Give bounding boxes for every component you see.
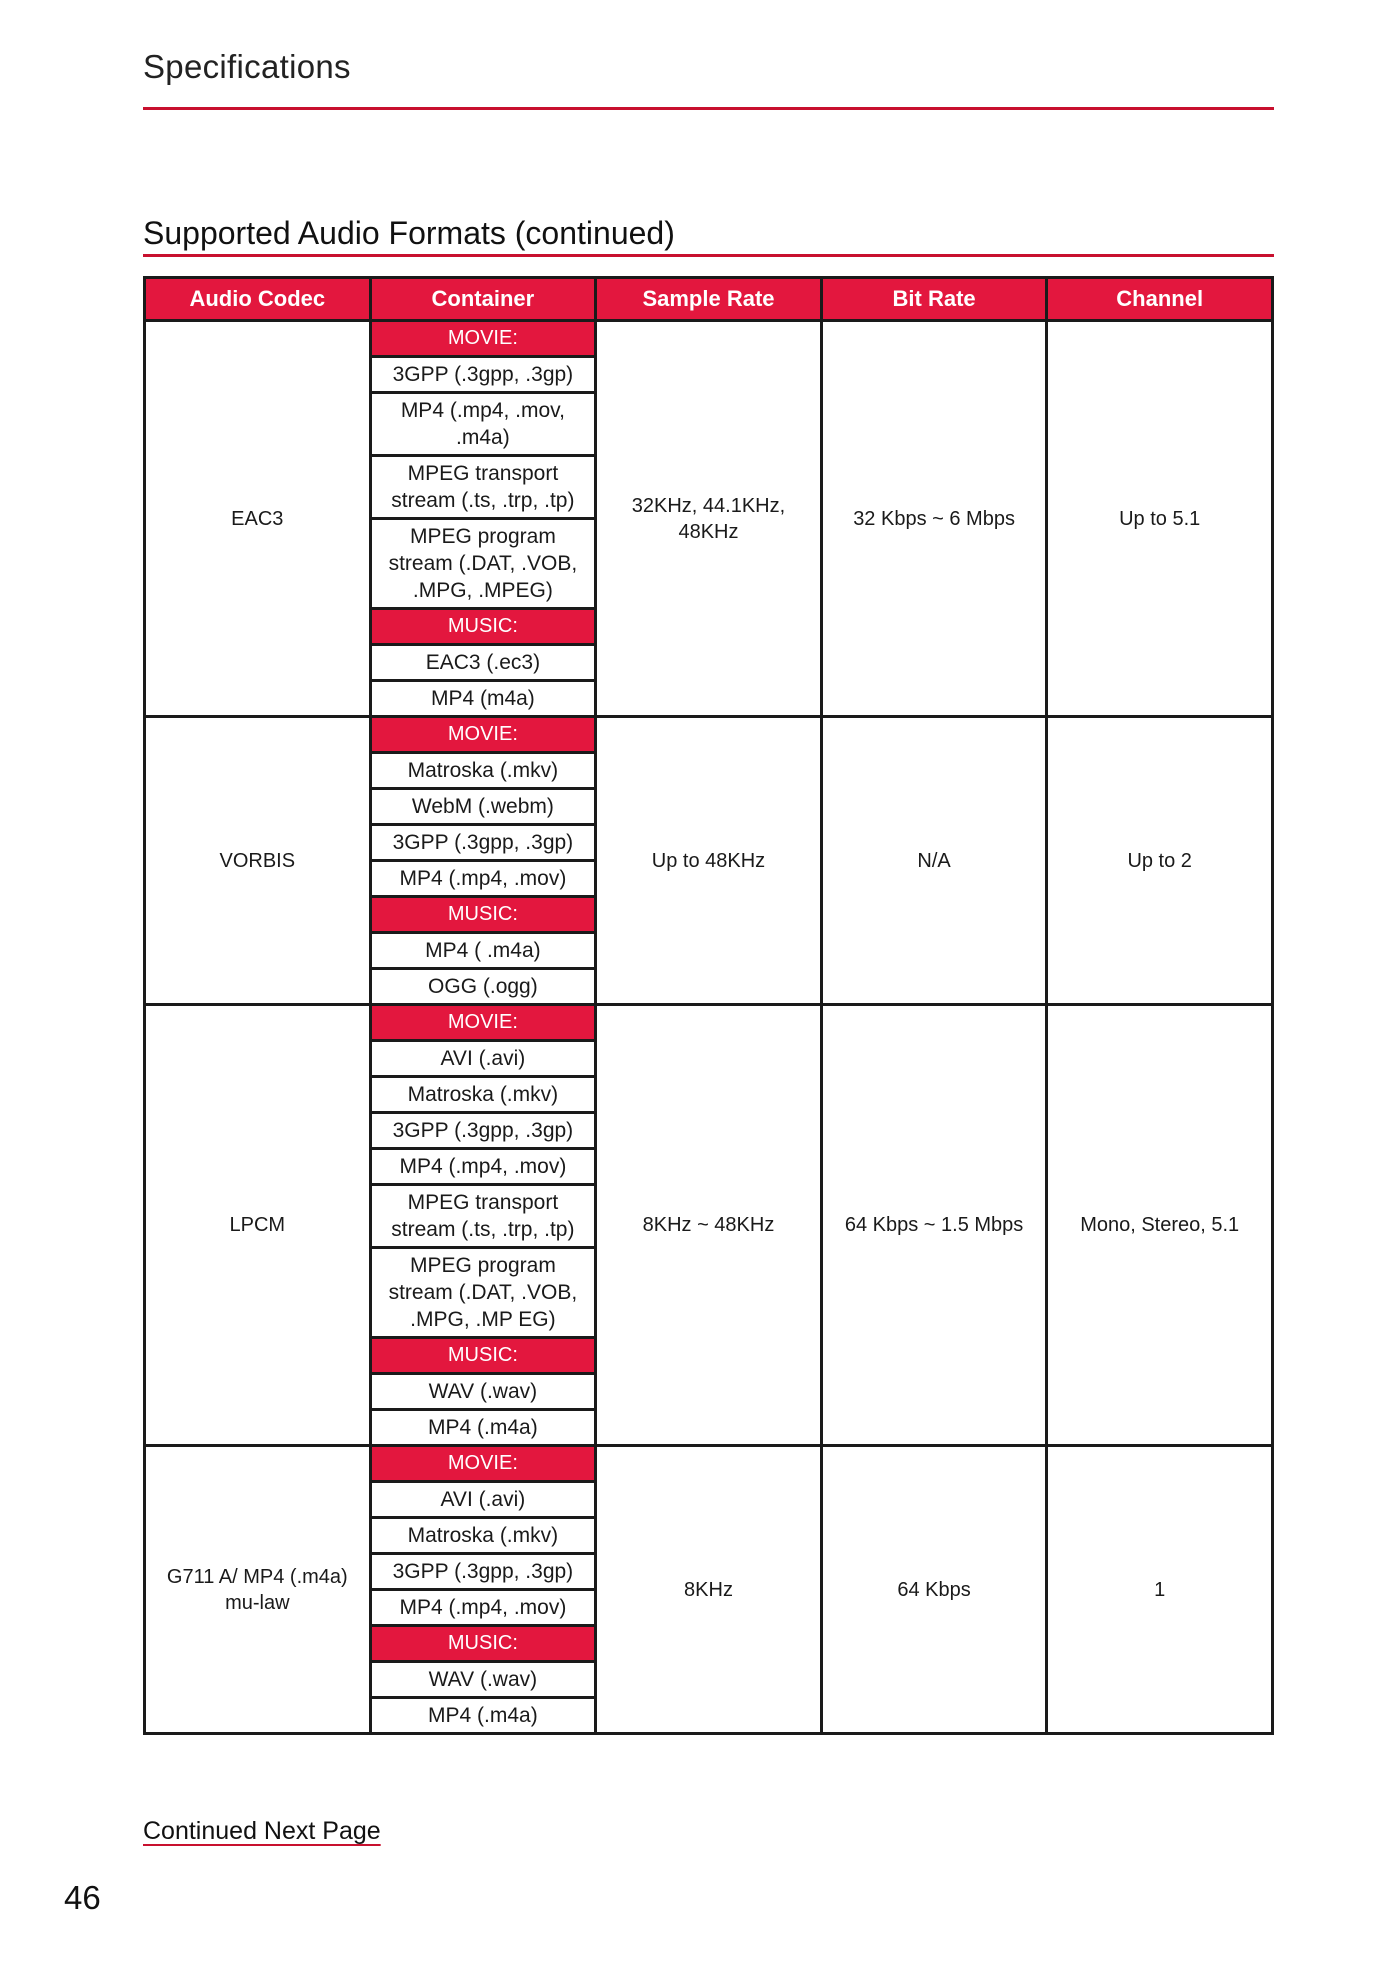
section-title: Supported Audio Formats (continued) [143,215,675,251]
audio-formats-table [143,276,1274,1735]
container-format: OGG (.ogg) [428,975,538,998]
cell-sample-rate: Up to 48KHz [596,717,822,1005]
container-format: AVI (.avi) [372,1483,595,1519]
container-format: MPEG program stream (.DAT, .VOB, .MPG, .MPEG) [372,520,595,610]
container-format: 3GPP (.3gpp, .3gp) [372,1114,595,1150]
table-row [145,717,1273,1005]
container-list [372,1447,595,1732]
container-list [372,322,595,715]
continued-next-page-link[interactable]: Continued Next Page [143,1817,381,1845]
cell-containers [370,1446,596,1734]
container-format: WAV (.wav) [372,1663,595,1699]
container-format: MP4 (.m4a) [428,1416,538,1439]
cell-bit-rate: 64 Kbps [821,1446,1047,1734]
table-row [145,1005,1273,1446]
container-format: MP4 (.mp4, .mov) [372,1591,595,1627]
container-category-label: MOVIE: [372,718,595,754]
container-format: MP4 ( .m4a) [372,934,595,970]
container-format: 3GPP (.3gpp, .3gp) [372,1555,595,1591]
cell-containers [370,1005,596,1446]
container-format: MPEG program stream (.DAT, .VOB, .MPG, .MP EG) [372,1249,595,1339]
container-format: MPEG transport stream (.ts, .trp, .tp) [372,457,595,520]
table-body [145,321,1273,1734]
section-divider [143,254,1274,257]
page-number: 46 [64,1879,101,1916]
cell-sample-rate: 8KHz ~ 48KHz [596,1005,822,1446]
cell-sample-rate: 8KHz [596,1446,822,1734]
header-channel: Channel [1047,278,1273,321]
container-format: 3GPP (.3gpp, .3gp) [372,358,595,394]
cell-audio-codec: EAC3 [145,321,371,717]
cell-sample-rate: 32KHz, 44.1KHz, 48KHz [596,321,822,717]
container-category-label: MUSIC: [372,1627,595,1663]
container-format: 3GPP (.3gpp, .3gp) [372,826,595,862]
cell-channel: Up to 5.1 [1047,321,1273,717]
cell-bit-rate: N/A [821,717,1047,1005]
container-format: MP4 (.mp4, .mov) [372,862,595,898]
table-row [145,1446,1273,1734]
cell-containers [370,717,596,1005]
container-category-label: MOVIE: [372,1447,595,1483]
cell-audio-codec: VORBIS [145,717,371,1005]
container-list [372,1006,595,1444]
cell-audio-codec: G711 A/ MP4 (.m4a) mu-law [145,1446,371,1734]
container-list [372,718,595,1003]
container-format: AVI (.avi) [372,1042,595,1078]
container-category-label: MUSIC: [372,898,595,934]
container-format: MP4 (.m4a) [428,1704,538,1727]
container-format: EAC3 (.ec3) [372,646,595,682]
header-sample-rate: Sample Rate [596,278,822,321]
container-format: Matroska (.mkv) [372,1078,595,1114]
header-container: Container [370,278,596,321]
cell-channel: Mono, Stereo, 5.1 [1047,1005,1273,1446]
cell-audio-codec: LPCM [145,1005,371,1446]
header-divider [143,107,1274,110]
table-row [145,321,1273,717]
container-format: MP4 (.mp4, .mov) [372,1150,595,1186]
header-audio-codec: Audio Codec [145,278,371,321]
container-format: MP4 (.mp4, .mov, .m4a) [372,394,595,457]
container-format: MP4 (m4a) [430,687,535,710]
header-bit-rate: Bit Rate [821,278,1047,321]
container-format: WebM (.webm) [372,790,595,826]
container-format: Matroska (.mkv) [372,754,595,790]
cell-containers [370,321,596,717]
page-header-title: Specifications [143,48,351,85]
container-format: Matroska (.mkv) [372,1519,595,1555]
cell-channel: 1 [1047,1446,1273,1734]
container-format: WAV (.wav) [372,1375,595,1411]
container-format: MPEG transport stream (.ts, .trp, .tp) [372,1186,595,1249]
cell-bit-rate: 32 Kbps ~ 6 Mbps [821,321,1047,717]
table-header-row [145,278,1273,321]
container-category-label: MUSIC: [372,610,595,646]
container-category-label: MOVIE: [372,1006,595,1042]
container-category-label: MOVIE: [372,322,595,358]
container-category-label: MUSIC: [372,1339,595,1375]
cell-bit-rate: 64 Kbps ~ 1.5 Mbps [821,1005,1047,1446]
cell-channel: Up to 2 [1047,717,1273,1005]
